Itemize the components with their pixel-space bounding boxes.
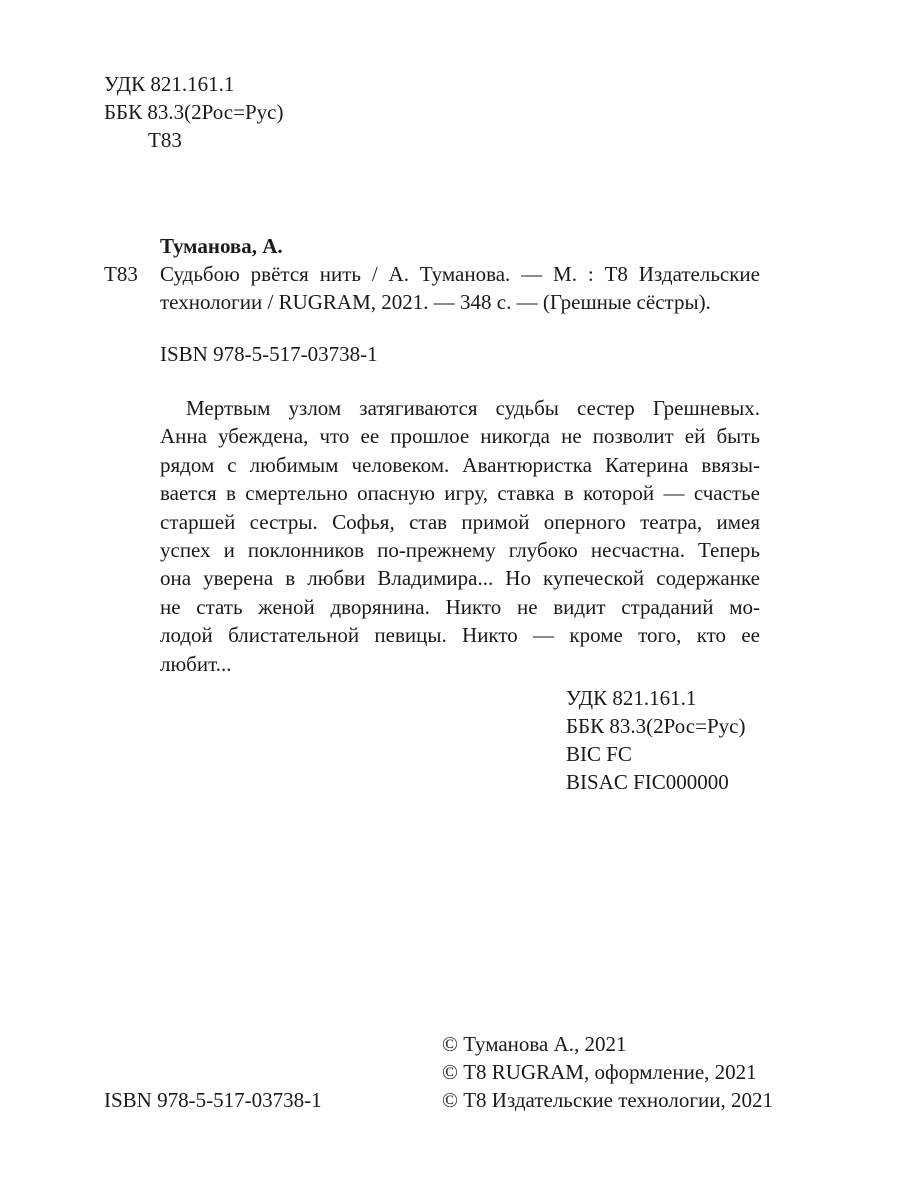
annotation-line: Анна убеждена, что ее прошлое никогда не позволит ей быть xyxy=(160,424,760,449)
annotation-line: рядом с любимым человеком. Авантюристка Катерина ввязы- xyxy=(160,452,760,477)
top-author-mark: Т83 xyxy=(148,128,182,152)
copyright-line: © Т8 RUGRAM, оформление, 2021 xyxy=(442,1060,757,1084)
udk-code: УДК 821.161.1 xyxy=(566,686,697,710)
copyright-line: © Т8 Издательские технологии, 2021 xyxy=(442,1088,773,1112)
bibliographic-line: Судьбою рвётся нить / А. Туманова. — М. : Т8 Издательские xyxy=(160,262,760,286)
annotation-line: успех и поклонников по-прежнему глубоко несчастна. Теперь xyxy=(160,538,760,563)
isbn-bottom: ISBN 978-5-517-03738-1 xyxy=(104,1088,322,1112)
copyright-notices xyxy=(442,1030,773,1114)
isbn-main: ISBN 978-5-517-03738-1 xyxy=(160,342,378,366)
annotation-line: любит... xyxy=(160,651,232,676)
bic-code: BIC FC xyxy=(566,742,632,766)
annotation-line: старшей сестры. Софья, став примой оперного театра, имея xyxy=(160,509,760,534)
annotation-line: вается в смертельно опасную игру, ставка в которой — счастье xyxy=(160,481,760,506)
annotation-line: она уверена в любви Владимира... Но купеческой содержанке xyxy=(160,566,760,591)
top-udk-code: УДК 821.161.1 xyxy=(104,72,235,96)
classification-codes xyxy=(566,684,745,796)
annotation xyxy=(160,394,760,678)
bbk-code: ББК 83.3(2Рос=Рус) xyxy=(566,714,746,738)
annotation-line: Мертвым узлом затягиваются судьбы сестер Грешневых. xyxy=(186,396,760,420)
copyright-line: © Туманова А., 2021 xyxy=(442,1032,627,1056)
bibliographic-line: технологии / RUGRAM, 2021. — 348 с. — (Грешные сёстры). xyxy=(160,290,711,314)
bibliographic-description xyxy=(160,260,760,316)
top-classification-codes xyxy=(104,70,283,154)
annotation-line: не стать женой дворянина. Никто не видит страданий мо- xyxy=(160,594,760,619)
bisac-code: BISAC FIC000000 xyxy=(566,770,729,794)
bibliographic-author-mark: Т83 xyxy=(104,262,138,286)
annotation-line: лодой блистательной певицы. Никто — кроме того, кто ее xyxy=(160,623,760,648)
top-bbk-code: ББК 83.3(2Рос=Рус) xyxy=(104,100,284,124)
author-heading: Туманова, А. xyxy=(160,234,283,258)
